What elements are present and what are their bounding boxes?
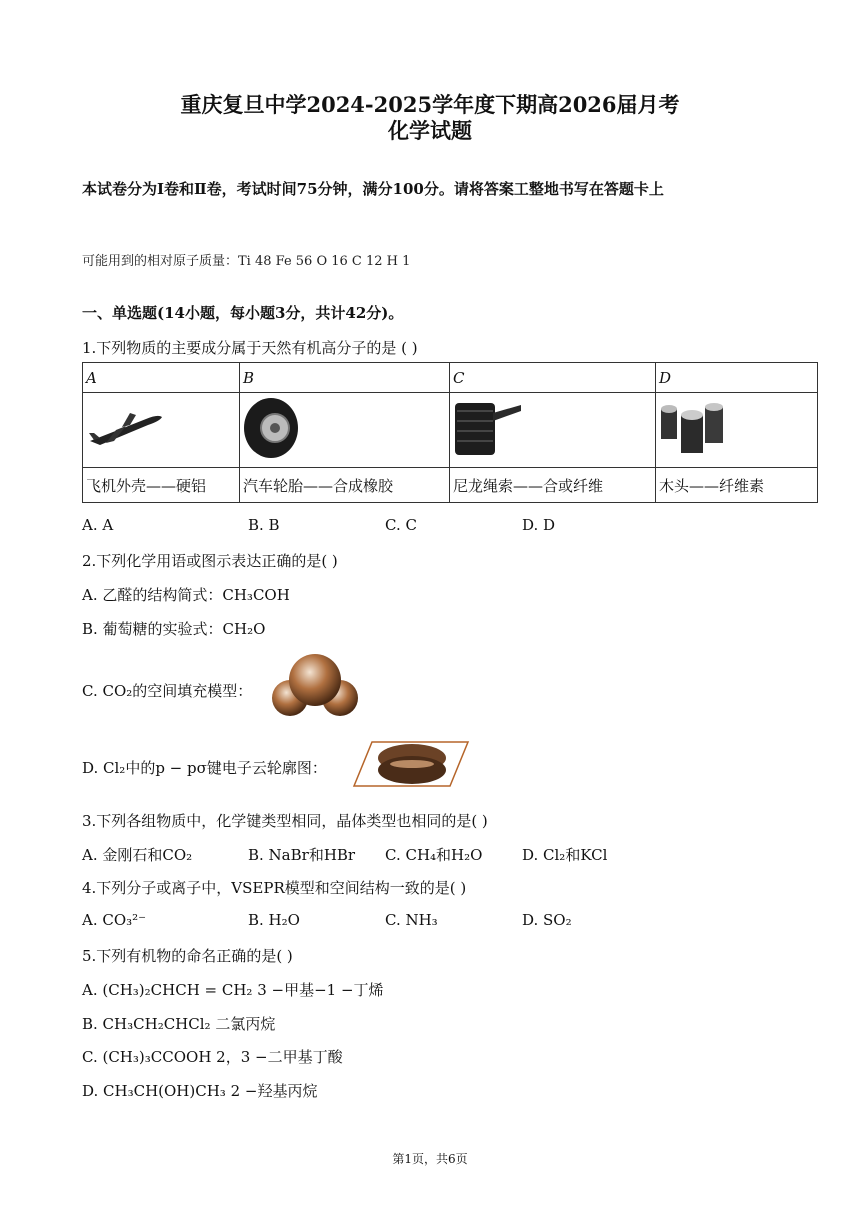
q1-caption-d: 木头——纤维素 — [656, 468, 818, 503]
q2-stem: 2.下列化学用语或图示表达正确的是( ) — [82, 552, 338, 570]
q1-caption-b: 汽车轮胎——合成橡胶 — [240, 468, 450, 503]
q1-image-c — [450, 393, 656, 468]
q1-option-a: A. A — [82, 516, 114, 534]
atomic-masses: 可能用到的相对原子质量：Ti 48 Fe 56 O 16 C 12 H 1 — [82, 254, 411, 269]
page-title-line2: 化学试题 — [388, 118, 472, 143]
q3-option-b: B. NaBr和HBr — [248, 846, 356, 864]
tire-icon — [243, 396, 303, 460]
q1-caption-c: 尼龙绳索——合或纤维 — [450, 468, 656, 503]
q2-option-a: A. 乙醛的结构简式：CH₃COH — [82, 586, 290, 604]
q2-option-b: B. 葡萄糖的实验式：CH₂O — [82, 620, 266, 638]
q5-option-d: D. CH₃CH(OH)CH₃ 2 −羟基丙烷 — [82, 1082, 318, 1100]
q1-option-d: D. D — [522, 516, 556, 534]
q1-caption-a: 飞机外壳——硬铝 — [83, 468, 240, 503]
q1-stem: 1.下列物质的主要成分属于天然有机高分子的是 ( ) — [82, 339, 418, 357]
page-title-line1: 重庆复旦中学2024-2025学年度下期高2026届月考 — [180, 92, 680, 117]
q4-stem: 4.下列分子或离子中，VSEPR模型和空间结构一致的是( ) — [82, 879, 467, 897]
q4-option-c: C. NH₃ — [385, 911, 438, 929]
q1-header-d: D — [656, 363, 818, 393]
co2-space-filling-model — [270, 652, 360, 720]
q1-image-a — [83, 393, 240, 468]
q3-option-a: A. 金刚石和CO₂ — [82, 846, 193, 864]
page-footer: 第1页，共6页 — [392, 1152, 468, 1166]
q1-header-a: A — [83, 363, 240, 393]
q4-option-b: B. H₂O — [248, 911, 300, 929]
q3-stem: 3.下列各组物质中，化学键类型相同，晶体类型也相同的是( ) — [82, 812, 488, 830]
q4-option-a: A. CO₃²⁻ — [82, 911, 147, 929]
exam-intro: 本试卷分为Ⅰ卷和Ⅱ卷，考试时间75分钟，满分100分。请将答案工整地书写在答题卡上 — [82, 180, 664, 198]
q1-option-c: C. C — [385, 516, 417, 534]
q5-stem: 5.下列有机物的命名正确的是( ) — [82, 947, 293, 965]
section-heading: 一、单选题(14小题，每小题3分，共计42分)。 — [82, 304, 404, 322]
q5-option-b: B. CH₃CH₂CHCl₂ 二氯丙烷 — [82, 1015, 276, 1033]
q1-table — [82, 362, 818, 503]
q1-header-b: B — [240, 363, 450, 393]
q5-option-c: C. (CH₃)₃CCOOH 2，3 −二甲基丁酸 — [82, 1048, 343, 1066]
q1-image-b — [240, 393, 450, 468]
q1-header-c: C — [450, 363, 656, 393]
wood-logs-icon — [659, 399, 729, 457]
rope-icon — [453, 397, 525, 459]
q1-image-d — [656, 393, 818, 468]
q4-option-d: D. SO₂ — [522, 911, 572, 929]
cl2-sigma-bond-electron-cloud — [352, 738, 470, 790]
q3-option-c: C. CH₄和H₂O — [385, 846, 483, 864]
q1-option-b: B. B — [248, 516, 280, 534]
q5-option-a: A. (CH₃)₂CHCH = CH₂ 3 −甲基−1 −丁烯 — [82, 981, 384, 999]
q3-option-d: D. Cl₂和KCl — [522, 846, 608, 864]
q2-option-c: C. CO₂的空间填充模型： — [82, 682, 253, 700]
airplane-icon — [86, 403, 166, 453]
q2-option-d: D. Cl₂中的p − pσ键电子云轮廓图： — [82, 759, 327, 777]
